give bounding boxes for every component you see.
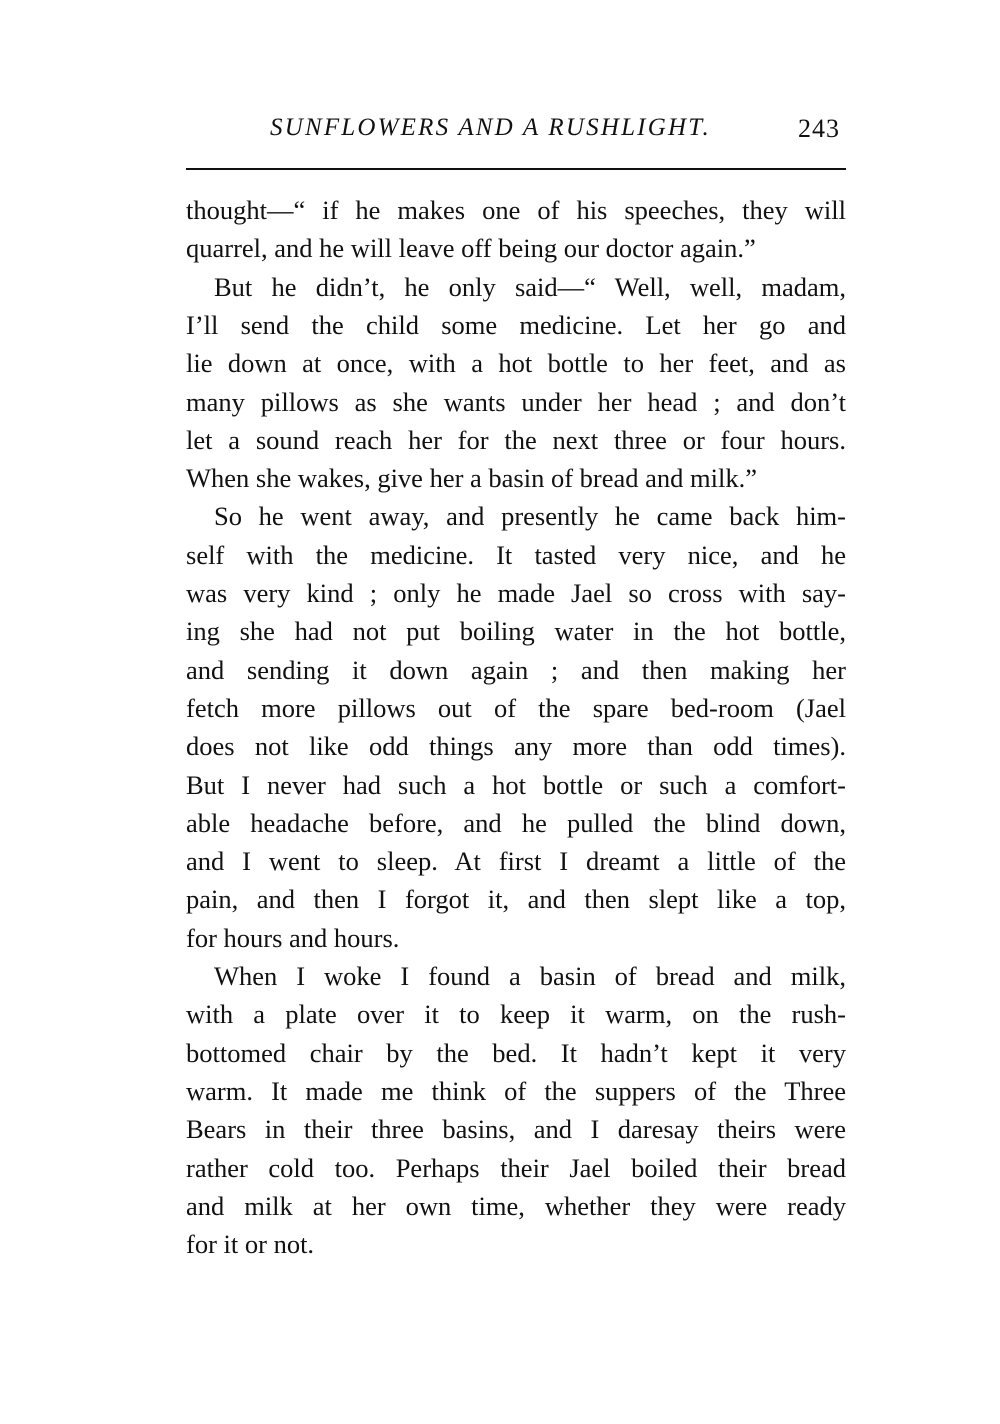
text-line: So he went away, and presently he came back him- [214,501,846,532]
text-line: I’ll send the child some medicine. Let her go and [186,309,846,340]
text-line: able headache before, and he pulled the blind down, [186,807,846,838]
text-line: for hours and hours. [186,922,400,953]
text-line: for it or not. [186,1229,315,1260]
text-line: rather cold too. Perhaps their Jael boiled their bread [186,1152,846,1183]
text-line: was very kind ; only he made Jael so cross with say- [186,578,846,608]
text-line: When I woke I found a basin of bread and milk, [214,961,846,991]
text-line: many pillows as she wants under her head ; and don’t [186,386,846,417]
text-line: let a sound reach her for the next three or four hours. [186,424,846,455]
running-title: SUNFLOWERS AND A RUSHLIGHT. [270,114,711,141]
text-line: Bears in their three basins, and I daresay theirs were [186,1114,846,1145]
text-line: and I went to sleep. At first I dreamt a little of the [186,846,846,877]
text-line: lie down at once, with a hot bottle to her feet, and as [186,348,846,379]
text-line: But he didn’t, he only said—“ Well, well, madam, [214,271,846,302]
header-rule [186,168,846,170]
text-line: self with the medicine. It tasted very nice, and he [186,539,846,570]
text-line: and milk at her own time, whether they were ready [186,1190,846,1221]
text-line: with a plate over it to keep it warm, on the rush- [186,999,846,1030]
text-line: quarrel, and he will leave off being our doctor again.” [186,233,756,264]
text-line: When she wakes, give her a basin of bread and milk.” [186,463,758,494]
text-line: fetch more pillows out of the spare bed-room (Jael [186,692,846,723]
text-line: and sending it down again ; and then making her [186,654,846,685]
text-line: pain, and then I forgot it, and then slept like a top, [186,884,846,915]
text-line: bottomed chair by the bed. It hadn’t kept it very [186,1037,846,1068]
text-line: thought—“ if he makes one of his speeches, they will [186,195,846,225]
text-line: warm. It made me think of the suppers of the Three [186,1075,846,1106]
text-line: ing she had not put boiling water in the hot bottle, [186,616,846,647]
text-line: does not like odd things any more than odd times). [186,731,846,762]
page-number: 243 [798,114,840,143]
text-line: But I never had such a hot bottle or such a comfort- [186,769,846,800]
